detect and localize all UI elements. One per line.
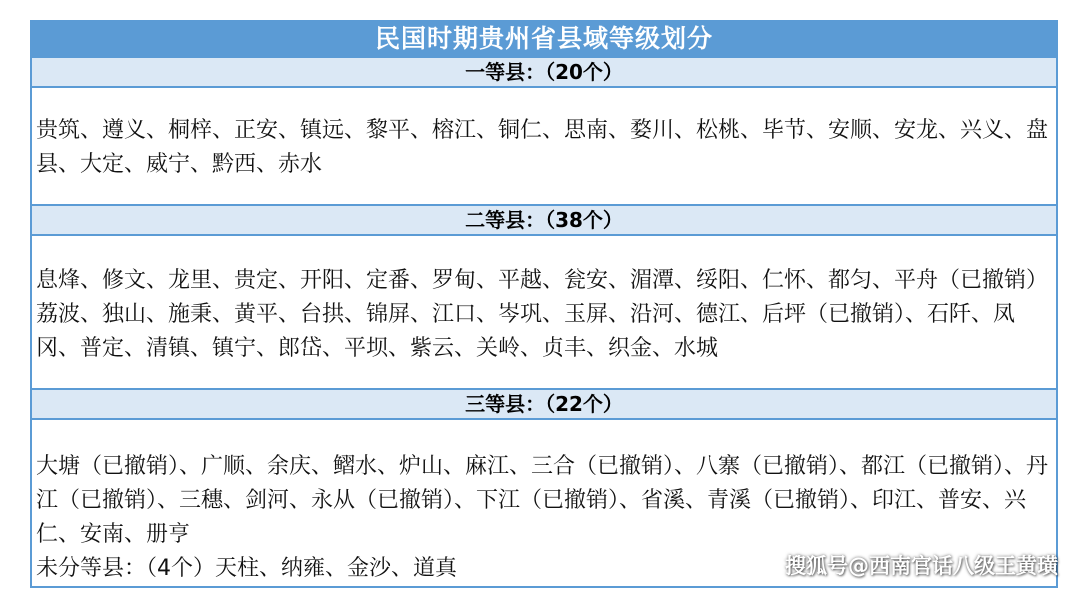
section-header-second-grade: 二等县：（38个） bbox=[32, 204, 1056, 236]
third-grade-county-list: 大塘（已撤销）、广顺、余庆、鳛水、炉山、麻江、三合（已撤销）、八寨（已撤销）、都江（已撤销）、丹江（已撤销）、三穗、剑河、永从（已撤销）、下江（已撤销）、省溪、青溪（已撤销）、印江、普安、兴仁、安南、册亨 bbox=[36, 454, 1049, 547]
section-body-first-grade: 贵筑、遵义、桐梓、正安、镇远、黎平、榕江、铜仁、思南、婺川、松桃、毕节、安顺、安龙、兴义、盘县、大定、威宁、黔西、赤水 bbox=[36, 118, 1049, 177]
section-header-third-grade: 三等县：（22个） bbox=[32, 388, 1056, 420]
unclassified-county-line: 未分等县：（4个）天柱、纳雍、金沙、道真 bbox=[36, 556, 457, 581]
section-header-first-grade: 一等县：（20个） bbox=[32, 56, 1056, 88]
section-body-second-grade: 息烽、修文、龙里、贵定、开阳、定番、罗甸、平越、瓮安、湄潭、绥阳、仁怀、都匀、平舟（已撤销）荔波、独山、施秉、黄平、台拱、锦屏、江口、岑巩、玉屏、沿河、德江、后坪（已撤销）、石阡、凤冈、普定、清镇、镇宁、郎岱、平坝、紫云、关岭、贞丰、织金、水城 bbox=[36, 268, 1049, 361]
county-grade-table bbox=[30, 20, 1058, 588]
table-title: 民国时期贵州省县域等级划分 bbox=[32, 22, 1056, 56]
watermark: 搜狐号@西南官话八级王黄璜 bbox=[785, 554, 1058, 578]
